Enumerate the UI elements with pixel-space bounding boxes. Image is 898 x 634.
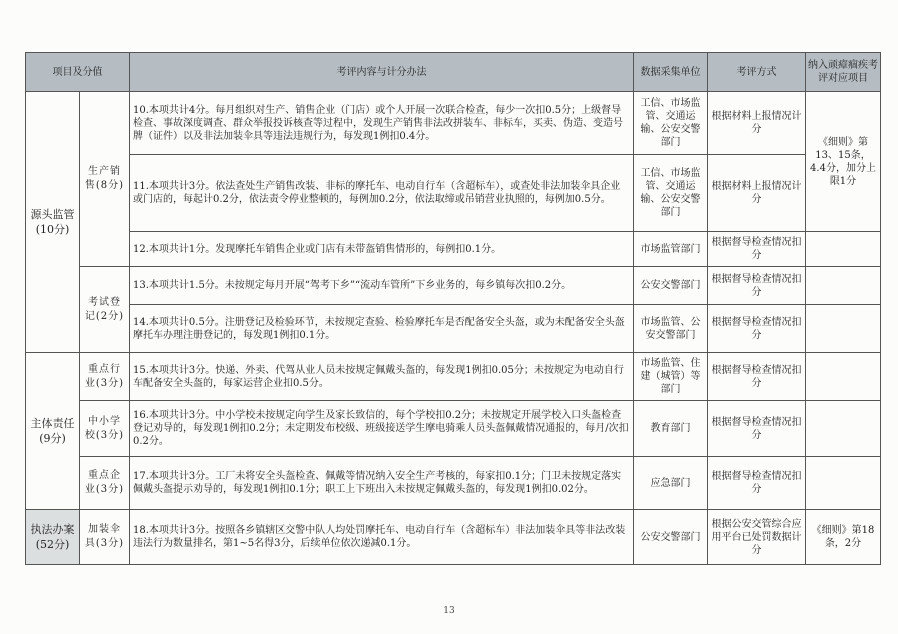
sub-schools: 中小学校(3分) bbox=[80, 401, 130, 457]
page-number: 13 bbox=[443, 606, 455, 616]
sub-production-sales: 生产销售(8分) bbox=[80, 92, 130, 267]
unit-cell: 市场监管部门 bbox=[634, 232, 708, 267]
unit-cell: 公安交警部门 bbox=[634, 267, 708, 305]
table-row bbox=[26, 232, 881, 267]
unit-cell: 公安交警部门 bbox=[634, 510, 708, 565]
content-cell: 16.本项共计3分。中小学校未按规定向学生及家长致信的，每个学校扣0.2分；未按规定开展学校入口头盔检查登记劝导的，每发现1例扣0.2分；未定期发布校级、班级接送学生摩电骑乘人员头盔佩戴情况通报的，每月/次扣0.2分。 bbox=[130, 401, 634, 457]
table-row bbox=[26, 267, 881, 305]
note-cell: 《细则》第13、15条，4.4分，加分上限1分 bbox=[806, 92, 881, 232]
note-cell-empty bbox=[806, 305, 881, 353]
group-main-responsibility: 主体责任(9分) bbox=[26, 353, 80, 510]
unit-cell: 市场监管、公安交警部门 bbox=[634, 305, 708, 353]
unit-cell: 市场监管、住建（城管）等部门 bbox=[634, 353, 708, 401]
table-row bbox=[26, 92, 881, 155]
content-cell: 11.本项共计3分。依法查处生产销售改装、非标的摩托车、电动自行车（含超标车），或查处非法加装伞具企业或门店的，每起计0.2分，依法责令停业整顿的，每例加0.2分，依法取缔或吊销营业执照的，每例加0.5分。 bbox=[130, 155, 634, 232]
content-cell: 17.本项共计3分。工厂未将安全头盔检查、佩戴等情况纳入安全生产考核的，每家扣0.1分；门卫未按规定落实佩戴头盔提示劝导的，每发现1例扣0.1分；职工上下班出入未按规定佩戴头盔的，每发现1例扣0.02分。 bbox=[130, 457, 634, 510]
sub-exam-registration: 考试登记(2分) bbox=[80, 267, 130, 353]
header-included-items: 纳入顽瘴痼疾考评对应项目 bbox=[806, 53, 881, 92]
table-row bbox=[26, 353, 881, 401]
unit-cell: 工信、市场监管、交通运输、公安交警部门 bbox=[634, 155, 708, 232]
method-cell: 根据督导检查情况扣分 bbox=[708, 353, 806, 401]
table-row bbox=[26, 305, 881, 353]
note-cell-empty bbox=[806, 457, 881, 510]
header-project-score: 项目及分值 bbox=[26, 53, 130, 92]
content-cell: 13.本项共计1.5分。未按规定每月开展“驾考下乡”“流动车管所”下乡业务的，每乡镇每次扣0.2分。 bbox=[130, 267, 634, 305]
table-row bbox=[26, 457, 881, 510]
sub-key-enterprises: 重点企业(3分) bbox=[80, 457, 130, 510]
note-cell: 《细则》第18条，2分 bbox=[806, 510, 881, 565]
table-row bbox=[26, 510, 881, 565]
note-cell-empty bbox=[806, 232, 881, 267]
sub-key-industries: 重点行业(3分) bbox=[80, 353, 130, 401]
group-source-supervision: 源头监管(10分) bbox=[26, 92, 80, 353]
header-method: 考评方式 bbox=[708, 53, 806, 92]
note-cell-empty bbox=[806, 401, 881, 457]
content-cell: 15.本项共计3分。快递、外卖、代驾从业人员未按规定佩戴头盔的，每发现1例扣0.05分；未按规定为电动自行车配备安全头盔的，每家运营企业扣0.5分。 bbox=[130, 353, 634, 401]
content-cell: 14.本项共计0.5分。注册登记及检验环节，未按规定查验、检验摩托车是否配备安全头盔，或为未配备安全头盔摩托车办理注册登记的，每发现1例扣0.1分。 bbox=[130, 305, 634, 353]
method-cell: 根据督导检查情况扣分 bbox=[708, 305, 806, 353]
group-law-enforcement: 执法办案(52分) bbox=[26, 510, 80, 565]
note-cell-empty bbox=[806, 353, 881, 401]
method-cell: 根据督导检查情况扣分 bbox=[708, 457, 806, 510]
table-header-row bbox=[26, 53, 881, 92]
method-cell: 根据督导检查情况扣分 bbox=[708, 267, 806, 305]
method-cell: 根据督导检查情况扣分 bbox=[708, 232, 806, 267]
sub-umbrella-install: 加装伞具(3分) bbox=[80, 510, 130, 565]
unit-cell: 应急部门 bbox=[634, 457, 708, 510]
header-content: 考评内容与计分办法 bbox=[130, 53, 634, 92]
content-cell: 18.本项共计3分。按照各乡镇辖区交警中队人均处罚摩托车、电动自行车（含超标车）非法加装伞具等非法改装违法行为数量排名，第1~5名得3分，后续单位依次递减0.1分。 bbox=[130, 510, 634, 565]
unit-cell: 教育部门 bbox=[634, 401, 708, 457]
table-row bbox=[26, 155, 881, 232]
header-data-unit: 数据采集单位 bbox=[634, 53, 708, 92]
method-cell: 根据督导检查情况扣分 bbox=[708, 401, 806, 457]
method-cell: 根据材料上报情况计分 bbox=[708, 92, 806, 155]
content-cell: 10.本项共计4分。每月组织对生产、销售企业（门店）或个人开展一次联合检查，每少一次扣0.5分；上级督导检查、事故深度调查、群众举报投诉核查等过程中，发现生产销售非法改拼装车、非标车，买卖、伪造、变造号牌（证件）以及非法加装伞具等违法违规行为，每发现1例扣0.4分。 bbox=[130, 92, 634, 155]
method-cell: 根据公安交管综合应用平台已处罚数据计分 bbox=[708, 510, 806, 565]
note-cell-empty bbox=[806, 267, 881, 305]
content-cell: 12.本项共计1分。发现摩托车销售企业或门店有未带盔销售情形的，每例扣0.1分。 bbox=[130, 232, 634, 267]
assessment-table bbox=[25, 52, 881, 565]
unit-cell: 工信、市场监管、交通运输、公安交警部门 bbox=[634, 92, 708, 155]
table-row bbox=[26, 401, 881, 457]
method-cell: 根据材料上报情况计分 bbox=[708, 155, 806, 232]
